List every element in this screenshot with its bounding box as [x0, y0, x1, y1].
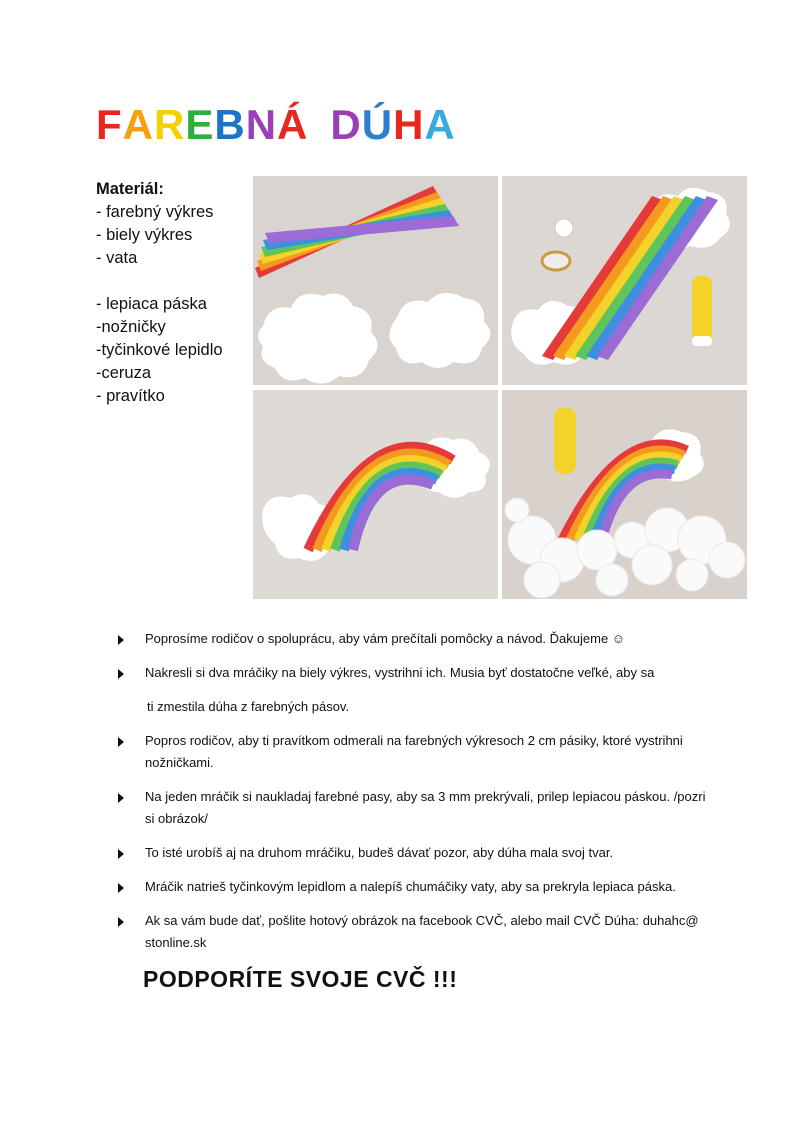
materials-group-a: [96, 201, 223, 270]
material-item: -nožničky: [96, 318, 166, 336]
instruction-step: [118, 876, 718, 898]
bullet-arrow-icon: [118, 793, 124, 803]
instruction-text: Nakresli si dva mráčiky na biely výkres, vystrihni ich. Musia byť dostatočne veľké, aby sa: [145, 665, 655, 680]
page-title: [96, 100, 456, 150]
material-item: - pravítko: [96, 387, 165, 405]
material-item: - vata: [96, 249, 138, 267]
photo-strips-on-cloud: [502, 176, 747, 385]
material-item: - farebný výkres: [96, 203, 214, 221]
instruction-step: [118, 662, 718, 718]
bullet-arrow-icon: [118, 849, 124, 859]
title-letter: D: [330, 101, 362, 148]
title-letter: B: [214, 101, 246, 148]
instruction-text: Mráčik natrieš tyčinkovým lepidlom a nalepíš chumáčiky vaty, aby sa prekryla lepiaca páska.: [145, 879, 676, 894]
material-item: -tyčinkové lepidlo: [96, 341, 223, 359]
title-letter: N: [245, 101, 278, 148]
material-item: -ceruza: [96, 364, 152, 382]
instruction-step: [118, 628, 718, 650]
instruction-text: Na jeden mráčik si naukladaj farebné pasy, aby sa 3 mm prekrývali, prilep lepiacou páskou. /pozri si obrázok/: [145, 789, 706, 826]
instruction-step: [118, 842, 718, 864]
photo-finished-rainbow: [502, 390, 747, 599]
instruction-step: [118, 786, 718, 830]
instruction-step: [118, 910, 718, 954]
material-item: - biely výkres: [96, 226, 193, 244]
instruction-text: Ak sa vám bude dať, pošlite hotový obrázok na facebook CVČ, alebo mail CVČ Dúha: duhahc@ stonline.sk: [145, 913, 699, 950]
materials-list: [96, 178, 223, 408]
instruction-text: Popros rodičov, aby ti pravítkom odmerali na farebných výkresoch 2 cm pásiky, ktoré vystrihni nožničkami.: [145, 733, 683, 770]
photo-arched-rainbow: [253, 390, 498, 599]
title-word-2: [330, 100, 455, 150]
bullet-arrow-icon: [118, 635, 124, 645]
bullet-arrow-icon: [118, 883, 124, 893]
instruction-step: [118, 730, 718, 774]
bullet-arrow-icon: [118, 917, 124, 927]
materials-group-b: [96, 293, 223, 408]
bullet-arrow-icon: [118, 737, 124, 747]
instructions-list: [118, 628, 718, 966]
instruction-text-continued: ti zmestila dúha z farebných pásov.: [147, 699, 350, 714]
title-letter: A: [424, 101, 456, 148]
title-letter: R: [154, 101, 186, 148]
material-item: - lepiaca páska: [96, 295, 207, 313]
title-letter: F: [96, 101, 123, 148]
photo-collage: [253, 176, 747, 599]
title-letter: Ú: [361, 101, 394, 148]
title-letter: E: [185, 101, 215, 148]
instruction-text: Poprosíme rodičov o spoluprácu, aby vám prečítali pomôcky a návod. Ďakujeme ☺: [145, 631, 626, 646]
title-letter: Á: [277, 101, 309, 148]
closing-slogan: PODPORÍTE SVOJE CVČ !!!: [143, 966, 458, 992]
title-word-1: [96, 100, 308, 150]
photo-strips-and-clouds: [253, 176, 498, 385]
materials-heading: Materiál:: [96, 180, 164, 198]
title-letter: A: [122, 101, 154, 148]
title-letter: H: [393, 101, 425, 148]
bullet-arrow-icon: [118, 669, 124, 679]
instruction-text: To isté urobíš aj na druhom mráčiku, budeš dávať pozor, aby dúha mala svoj tvar.: [145, 845, 614, 860]
